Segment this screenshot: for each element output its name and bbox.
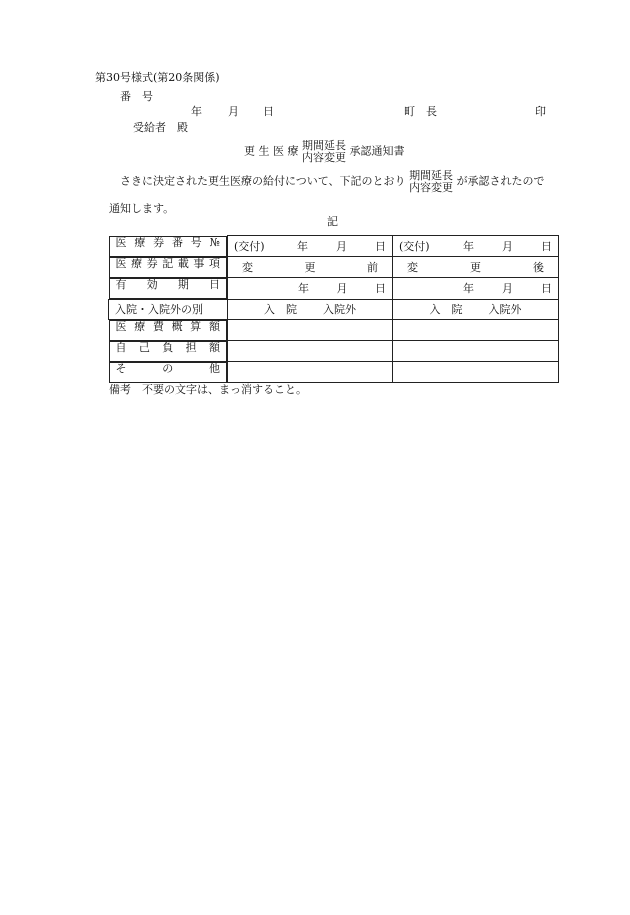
form-number-title: 第30号様式(第20条関係) [95, 71, 220, 84]
blank-cell [393, 319, 559, 341]
title-prefix: 更 生 医 療 [244, 144, 299, 158]
body-stacked-options [409, 170, 453, 193]
body-option-change: 内容変更 [409, 180, 454, 194]
blank-cell [228, 362, 393, 383]
body-text-2: が承認されたので [456, 174, 545, 188]
row-label: 入院・入院外の別 [109, 299, 228, 319]
title-option-change: 内容変更 [302, 150, 346, 164]
blank-cell [393, 341, 559, 362]
table-row [109, 362, 559, 383]
body-line-1 [120, 170, 545, 193]
before-change-cell: 変 更 前 [228, 257, 393, 278]
row-label: 医 療 費 概 算 額 [109, 320, 228, 341]
seal-mark: 印 [535, 105, 546, 118]
body-line-2: 通知します。 [109, 202, 175, 215]
valid-date-left: 年 月 日 [228, 278, 393, 300]
document-number-label: 番 号 [120, 90, 153, 103]
blank-cell [228, 319, 393, 341]
table-row [109, 319, 559, 341]
detail-table [108, 235, 559, 383]
body-option-extension: 期間延長 [409, 169, 454, 182]
row-label: 有 効 期 日 [109, 278, 228, 299]
date-day: 日 [263, 105, 274, 118]
table-row [109, 236, 559, 257]
inpatient-right: 入 院 入院外 [393, 299, 559, 319]
document-title [244, 140, 405, 163]
row-label: 医 療 券 記 載 事 項 [109, 257, 228, 278]
valid-date-right: 年 月 日 [393, 278, 559, 300]
title-stacked-options [302, 140, 346, 163]
date-year: 年 [191, 105, 202, 118]
table-row [109, 341, 559, 362]
issue-date-left: (交付) 年 月 日 [228, 236, 393, 257]
date-month: 月 [228, 105, 239, 118]
table-row [109, 299, 559, 319]
row-label: そ の 他 [109, 362, 228, 383]
ki-heading: 記 [327, 215, 338, 228]
title-suffix: 承認通知書 [349, 144, 405, 158]
row-label: 医 療 券 番 号 № [109, 236, 228, 257]
blank-cell [228, 341, 393, 362]
title-option-extension: 期間延長 [302, 139, 346, 152]
table-row [109, 257, 559, 278]
after-change-cell: 変 更 後 [393, 257, 559, 278]
body-text-1: さきに決定された更生医療の給付について、下記のとおり [120, 174, 406, 188]
issue-date-right: (交付) 年 月 日 [393, 236, 559, 257]
remarks-note: 備考 不要の文字は、まっ消すること。 [109, 383, 307, 396]
recipient-line: 受給者 殿 [133, 121, 188, 134]
row-label: 自 己 負 担 額 [109, 341, 228, 362]
blank-cell [393, 362, 559, 383]
issuer-title: 町 長 [404, 105, 437, 118]
inpatient-left: 入 院 入院外 [228, 299, 393, 319]
table-row [109, 278, 559, 300]
